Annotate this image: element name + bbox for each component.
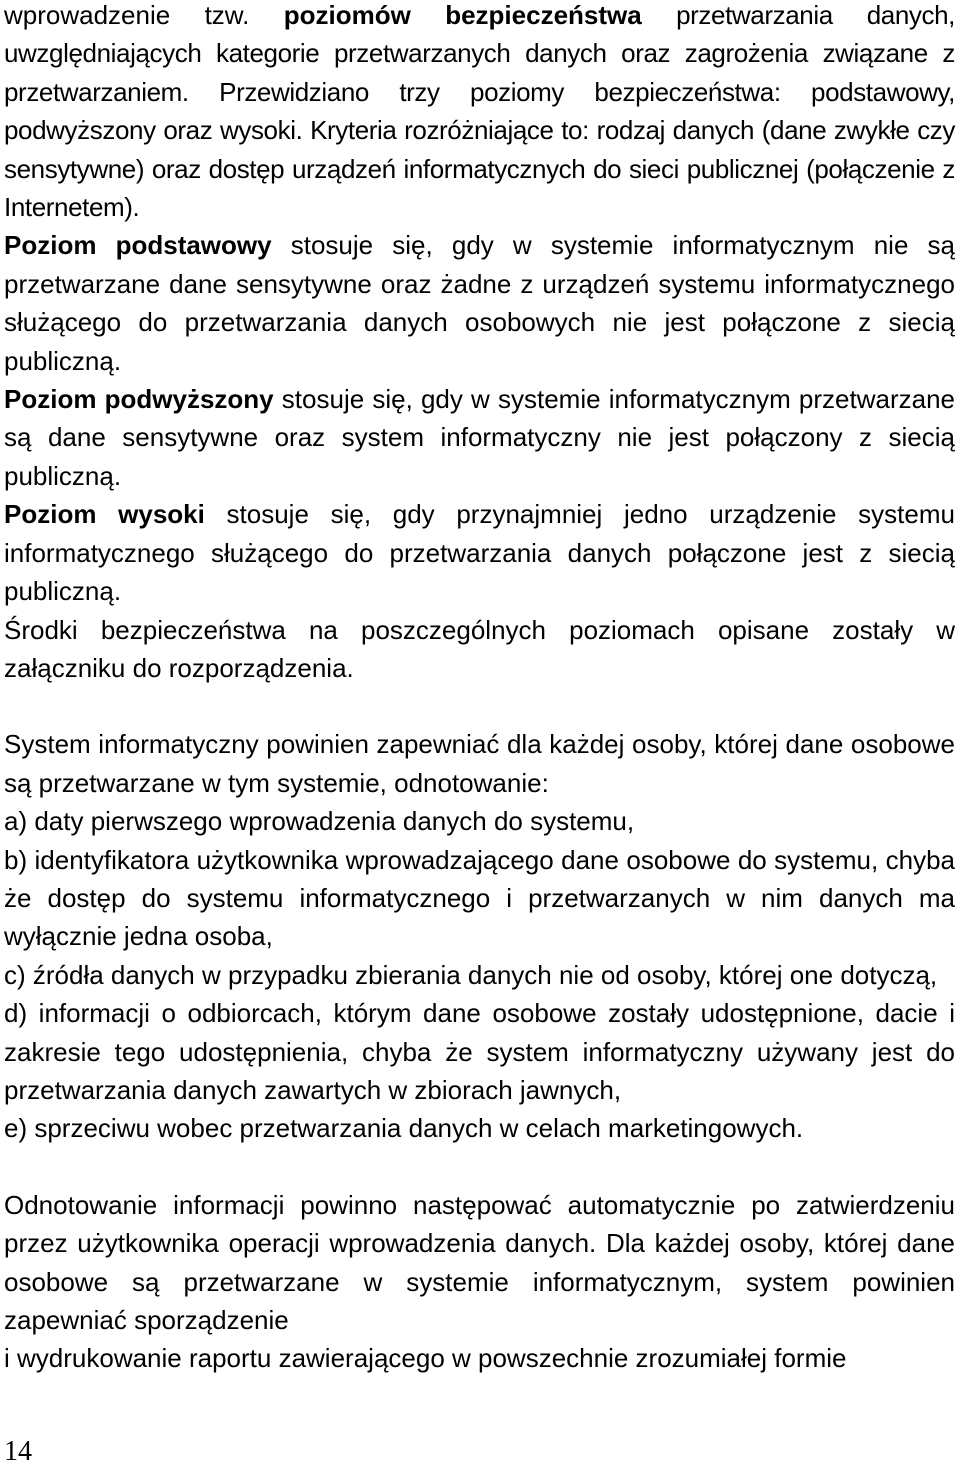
paragraph-spacer	[4, 687, 955, 725]
document-page	[4, 0, 955, 1378]
requirement-item-a: a) daty pierwszego wprowadzenia danych do systemu,	[4, 806, 635, 837]
security-levels-term: poziomów bezpieczeństwa	[283, 0, 642, 30]
high-level-text: stosuje się, gdy przynajmniej jedno urządzenie systemu informatycznego służącego do przetwarzania danych połączone jest z siecią publiczną.	[4, 499, 955, 607]
high-level-term: Poziom wysoki	[4, 499, 205, 530]
automatic-logging-paragraph: Odnotowanie informacji powinno następować automatycznie po zatwierdzeniu przez użytkownika operacji wprowadzenia danych. Dla każdej osoby, której dane osobowe są przetwarzane w systemie informatycznym, system powinien zapewniać sporządzenie	[4, 1189, 955, 1335]
requirement-item-d: d) informacji o odbiorcach, którym dane osobowe zostały udostępnione, dacie i zakresie tego udostępnienia, chyba że system informatyczny używany jest do przetwarzania danych zawartych w zbiorach jawnych,	[4, 998, 955, 1105]
paragraph-intro: wprowadzenie tzw.	[4, 0, 250, 30]
elevated-level-paragraph	[4, 380, 955, 495]
security-measures-note: Środki bezpieczeństwa na poszczególnych poziomach opisane zostały w załączniku do rozporządzenia.	[4, 614, 955, 683]
paragraph-text: przetwarzania danych, uwzględniających kategorie przetwarzanych danych oraz zagrożenia związane z przetwarzaniem. Przewidziano trzy poziomy bezpieczeństwa: podstawowy, podwyższony oraz wysoki. Kryteria rozróżniające to: rodzaj danych (dane zwykłe czy sensytywne) oraz dostęp urządzeń informatycznych do sieci publicznej (połączenie z Internetem).	[4, 0, 955, 223]
system-requirements-intro: System informatyczny powinien zapewniać dla każdej osoby, której dane osobowe są przetwarzane w tym systemie, odnotowanie:	[4, 729, 955, 798]
basic-level-term: Poziom podstawowy	[4, 230, 272, 261]
high-level-paragraph	[4, 495, 955, 610]
requirement-item-b: b) identyfikatora użytkownika wprowadzającego dane osobowe do systemu, chyba że dostęp do systemu informatycznego i przetwarzanych w nim danych ma wyłącznie jedna osoba,	[4, 844, 955, 952]
requirement-item-c: c) źródła danych w przypadku zbierania danych nie od osoby, której one dotyczą,	[4, 959, 938, 990]
security-levels-paragraph	[4, 0, 955, 226]
automatic-logging-continuation: i wydrukowanie raportu zawierającego w powszechnie zrozumiałej formie	[4, 1343, 847, 1374]
paragraph-spacer	[4, 1148, 955, 1186]
elevated-level-term: Poziom podwyższony	[4, 384, 274, 415]
requirement-item-e: e) sprzeciwu wobec przetwarzania danych w celach marketingowych.	[4, 1113, 804, 1144]
page-number: 14	[4, 1436, 32, 1467]
elevated-level-text: stosuje się, gdy w systemie informatycznym przetwarzane są dane sensytywne oraz system informatyczny nie jest połączony z siecią publiczną.	[4, 384, 955, 491]
basic-level-text: stosuje się, gdy w systemie informatycznym nie są przetwarzane dane sensytywne oraz żadne z urządzeń systemu informatycznego służącego do przetwarzania danych osobowych nie jest połączone z siecią publiczną.	[4, 230, 956, 376]
basic-level-paragraph	[4, 226, 955, 380]
